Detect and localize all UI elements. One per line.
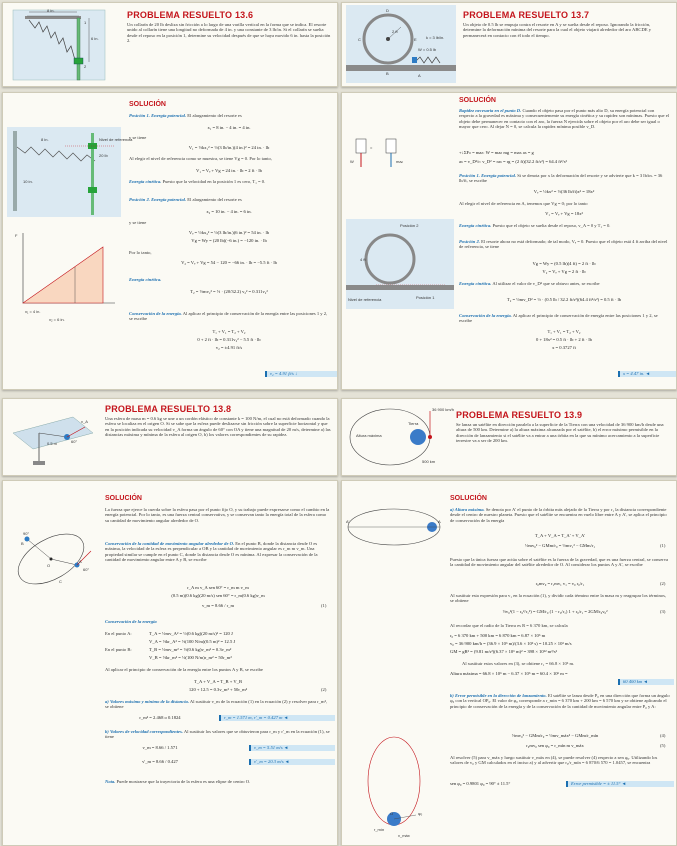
problem-13-8-statement: Una esfera de masa m = 0.6 kg se une a un cordón elástico de constante k = 100 N/m, el cual no está deformado cuando la esfera se localiza en el origen O. Si se sabe que la esfera puede deslizarse sin fricción sobre la superficie horizontal y que en la posición indicada su velocidad v_A forma un ángulo de 60° con OA y tiene una magnitud de 20 m/s, determine a) las distancias máxima y mínima de la esfera al origen O, b) los valores correspondientes de su rapidez. xyxy=(105,416,331,438)
solution-13-8-panel xyxy=(2,480,338,846)
fig-13-6-pos2: 2 xyxy=(84,64,87,69)
s136-t3: Al elegir el nivel de referencia como se muestra, se tiene Vg = 0. Por lo tanto, xyxy=(129,156,272,161)
s137-pos2: Posición 2. xyxy=(459,239,480,244)
s138-ce: Conservación de la energía xyxy=(105,619,157,624)
fig-13-7-pos2: Posición 2 xyxy=(400,223,419,228)
s137-e4: V₁ = Vₑ + Vg = 18x² xyxy=(545,211,583,216)
problem-13-9-statement: Se lanza un satélite en dirección paralela a la superficie de la Tierra con una velocidad de 36 900 km/h desde una altura de 500 km. Determine a) la altura máxima alcanzada por el satélite, b) el error máximo permisible en la dirección de lanzamiento si el satélite va a entrar a una órbita en la que su mínimo acercamiento a la superficie terrestre va a ser de 200 km. xyxy=(456,422,664,444)
problem-13-7-panel xyxy=(341,2,677,87)
s139-b: b) Error permisible en la dirección de lanzamiento. xyxy=(450,693,547,698)
problem-13-9-title: PROBLEMA RESUELTO 13.9 xyxy=(456,410,583,420)
problem-13-7-figure xyxy=(346,5,456,83)
s139-t3: Al sustituir esta expresión para v₁ en la ecuación (1), y dividir cada término entre la masa m y reagrupar los términos, se obtiene xyxy=(450,593,667,604)
s138-ans1: r_m = 1.571 m, r'_m = 0.427 m ◄ xyxy=(219,715,335,721)
solution-13-9-figure-a xyxy=(344,497,444,557)
fig-13-8-pt-b: B xyxy=(21,541,24,546)
s136-pe2: Energía potencial. xyxy=(151,197,187,202)
s137-e5: Vg = Wy = (0.5 lb)(4 ft) = 2 ft · lb xyxy=(532,261,596,266)
s138-ans2: v_m = 5.51 m/s ◄ xyxy=(249,745,335,751)
s138-t3: Al aplicar el principio de conservación de la energía entre los puntos A y B, se escribe xyxy=(105,667,263,672)
s136-e3: V₁ = Vₑ + Vg = 24 in. · lb = 2 ft · lb xyxy=(196,168,262,173)
s138-ptB: En el punto B: xyxy=(105,647,132,652)
s136-t4: Puesto que la velocidad en la posición 1 es cero, T₁ = 0. xyxy=(162,179,266,184)
s139-e3: r₀mv₀ = r₁mv₁ v₁ = v₀ r₀/r₁ xyxy=(535,581,585,586)
s136-pos1: Posición 1. xyxy=(129,113,150,118)
s138-eB2: V_B = ½kr_m² = ½(100 N/m)r_m² = 50r_m² xyxy=(149,655,232,660)
problem-13-8-panel xyxy=(2,398,338,476)
s138-n2: (2) xyxy=(321,687,327,692)
s136-ce: Conservación de la energía. xyxy=(129,311,182,316)
s138-eA2: V_A = ½kr_A² = ½(100 N/m)(0.5 m)² = 12.5 J xyxy=(149,639,236,644)
s136-pos2: Posición 2. xyxy=(129,197,150,202)
fig-13-8-90: 90° xyxy=(23,531,30,536)
fig-13-7-pt-e: E xyxy=(414,37,417,42)
solution-13-8-figure xyxy=(7,521,103,593)
solution-13-6-panel xyxy=(2,92,338,390)
fig-13-6-pos1: 1 xyxy=(84,20,87,25)
fig-13-8-pt-a: A xyxy=(79,559,82,564)
s136-e9: T₂ = ½mv₂² = ½ · (20/32.2) v₂² = 0.311v₂² xyxy=(190,289,268,294)
fig-13-6-dim-8in: 8 in. xyxy=(47,7,55,13)
problem-13-9-figure xyxy=(346,403,455,471)
problem-13-9-panel xyxy=(341,398,677,476)
problem-13-7-title: PROBLEMA RESUELTO 13.7 xyxy=(463,10,590,20)
fig-13-9-phi: φ₀ xyxy=(418,811,423,816)
s137-t1: Cuando el objeto pasa por el punto más alto D, su energía potencial con respecto a la gravedad es máxima y consecuentemente su energía cinética y su rapidez son mínimas. Puesto que el objeto debe permanecer en contacto con el aro, la fuerza N ejercida sobre el objeto por el aro debe ser igual o mayor que cero. Al dejar N = 0, se calcula la rapidez mínima posible v_D. xyxy=(459,108,670,130)
problem-13-6-figure xyxy=(9,8,109,82)
s136-e10: T₁ + V₁ = T₂ + V₂ xyxy=(212,329,246,334)
s137-e1: +↓ΣFₙ = maₙ: W = maₙ mg = maₙ aₙ = g xyxy=(459,150,534,155)
fig-13-9-v: 36 900 km/h xyxy=(432,407,455,412)
fig-13-7-pt-a: A xyxy=(418,73,421,78)
s136-t5: El alargamiento del resorte es xyxy=(187,197,242,202)
s138-eA1: T_A = ½mv_A² = ½(0.6 kg)(20 m/s)² = 120 J xyxy=(149,631,233,636)
s136-answer: v₂ = 4.91 ft/s ↓ xyxy=(265,371,337,377)
problem-13-8-title: PROBLEMA RESUELTO 13.8 xyxy=(105,404,232,414)
s137-t5: El resorte ahora no está deformado; de tal modo, Vₑ = 0. Puesto que el objeto está 4 ft arriba del nivel de referencia, se tiene xyxy=(459,239,668,250)
s138-e6: r_m² = 2.468 o 0.1824 xyxy=(139,715,181,720)
s138-e3: v_m = 8.66 / r_m xyxy=(201,603,235,608)
fig-13-8-pt-o: O xyxy=(47,563,51,568)
s139-e7: GM = gR² = (9.81 m/s²)(6.37 × 10⁶ m)² = 398 × 10¹² m³/s² xyxy=(450,649,558,654)
s137-pe: Energía potencial. xyxy=(481,173,517,178)
s136-e1: x₁ = 8 in. − 4 in. = 4 in. xyxy=(207,125,251,130)
solution-13-9-panel xyxy=(341,480,677,846)
s138-e2: (0.5 m)(0.6 kg)(20 m/s) sen 60° = r_m(0.6 kg)v_m xyxy=(171,593,265,598)
s139-t4: Al recordar que el radio de la Tierra es R = 6 370 km, se calcula xyxy=(450,623,568,628)
s138-am: Conservación de la cantidad de movimiento angular alrededor de O. xyxy=(105,541,235,546)
s136-t7: Al aplicar el principio de conservación de la energía entre las posiciones 1 y 2, se escribe xyxy=(129,311,328,322)
fig-13-8-v: v_A xyxy=(81,419,88,424)
problem-13-6-title: PROBLEMA RESUELTO 13.6 xyxy=(127,10,254,20)
s137-speed: Rapidez necesaria en el punto D. xyxy=(459,108,522,113)
s138-eB1: T_B = ½mv_m² = ½(0.6 kg)v_m² = 0.3v_m² xyxy=(149,647,232,652)
fig-13-7-pos1: Posición 1 xyxy=(416,295,435,300)
s138-t1: La fuerza que ejerce la cuerda sobre la esfera pasa por el punto fijo O, y su trabajo puede expresarse como el cambio en la energía potencial. Por lo tanto, es una fuerza central conservativa, y se conservan tanto la energía total de la esfera como su cantidad de movimiento angular alrededor de O. xyxy=(105,507,330,523)
fig-13-7-h: 4 ft xyxy=(360,257,366,262)
fig-13-9-earth: Tierra xyxy=(408,421,419,426)
s139-n3: (3) xyxy=(660,609,666,614)
s138-e4: T_A + V_A = T_B + V_B xyxy=(193,679,243,684)
s139-t7: Al resolver (5) para v_máx y luego sustituir v_máx en (4), se puede resolver (4) respecto a sen φ₀. Utilizando los valores de v₀ y GM calculados en el inciso a) y al advertir que r₀/r_mín = 6 870/6 570 = 1.0457, se encuentra xyxy=(450,755,658,766)
s139-e11: sen φ₀ = 0.9801 φ₀ = 90° ± 11.5° xyxy=(450,781,511,786)
fig-13-6-l1: 8 in. xyxy=(41,137,49,142)
s139-n4: (4) xyxy=(660,733,666,738)
s138-ptA: En el punto A: xyxy=(105,631,132,636)
solution-13-9-figure-b xyxy=(344,731,444,841)
s138-t2: En el punto B, donde la distancia desde O es máxima, la velocidad de la esfera es perpendicular a OB y la cantidad de movimiento angular es r_m m v_m. Una propiedad similar se cumple en el punto C, donde la distancia desde O es mínima. Al expresar la conservación de la cantidad de movimiento angular entre A y B, se escribe xyxy=(105,541,318,563)
fig-13-6-x2: x₂ = 6 in. xyxy=(49,317,65,322)
fig-13-6-f: F xyxy=(15,233,18,238)
svg-text:=: = xyxy=(370,145,373,150)
s137-t4: Puesto que el objeto se suelta desde el reposo, v_A = 0 y T₁ = 0. xyxy=(492,223,611,228)
fig-13-6-w1: 20 lb xyxy=(99,153,108,158)
s139-a: a) Altura máxima. xyxy=(450,507,485,512)
fig-13-6-l2: 10 in. xyxy=(23,179,33,184)
s139-t1: Se denota por A' el punto de la órbita más alejado de la Tierra y por r₁ la distancia correspondiente desde el centro de nuestro planeta. Puesto que el satélite se encuentra en vuelo libre entre A y A', se aplica el principio de conservación de la energía xyxy=(450,507,667,523)
problem-13-7-statement: Un objeto de 0.5 lb se empuja contra el resorte en A y se suelta desde el reposo. Ignorando la fricción, determine la deformación mínima del resorte para la cual el objeto viajará alrededor del aro ABCDE y permanecerá en contacto con él todo el tiempo. xyxy=(463,22,652,38)
s139-e4: ½v₀²(1 − r₀²/r₁²) = GM/r₀ (1 − r₀/r₁) 1 + r₀/r₁ = 2GM/r₀v₀² xyxy=(502,609,608,614)
fig-13-9-pt-o: O xyxy=(390,811,394,816)
fig-13-9-pt-a2: A' xyxy=(346,519,350,524)
s139-n5: (5) xyxy=(660,743,666,748)
solution-13-7-figure xyxy=(346,119,454,319)
s138-e8: v'_m = 8.66 / 0.427 xyxy=(142,759,178,764)
s137-e2: aₙ = v_D²/r: v_D² = raₙ = rg = (2 ft)(32.2 ft/s²) = 64.4 ft²/s² xyxy=(459,159,567,164)
s136-e12: v₂ = ±4.91 ft/s xyxy=(215,345,243,350)
s139-e2: ½mv₀² − GMm/r₀ = ½mv₁² − GMm/r₁ xyxy=(524,543,596,548)
s138-a: a) Valores máximo y mínimo de la distancia. xyxy=(105,699,189,704)
s138-ans3: v'_m = 20.3 m/s ◄ xyxy=(249,759,335,765)
s137-e10: x = 0.3727 ft xyxy=(552,345,576,350)
s137-t3: Al elegir el nivel de referencia en A, tenemos que Vg = 0; por lo tanto xyxy=(459,201,588,206)
s137-t2: Si se denota por x la deformación del resorte y se advierte que k = 3 lb/in. = 36 lb/ft, se escribe xyxy=(459,173,663,184)
solution-13-8-head: SOLUCIÓN xyxy=(105,495,142,502)
fig-13-7-pt-d: D xyxy=(386,8,389,13)
s136-t1: El alargamiento del resorte es xyxy=(187,113,242,118)
s138-e5: 120 + 12.5 = 0.3v_m² + 50r_m² xyxy=(188,687,248,692)
problem-13-8-figure xyxy=(9,403,97,471)
s139-t5: Al sustituir estos valores en (3), se obtiene r₁ = 66.8 × 10⁶ m. xyxy=(462,661,575,666)
s136-t2b: y se tiene xyxy=(129,220,147,225)
fig-13-7-pt-c: C xyxy=(358,37,361,42)
fig-13-7-k: k = 3 lb/in. xyxy=(426,35,445,40)
s137-e3: Vₑ = ½kx² = ½(36 lb/ft)x² = 18x² xyxy=(533,189,595,194)
s139-t6: El satélite se lanza desde P₀ en una dirección que forma un ángulo φ₀ con la vertical OP₀. El valor de φ₀ corresponde a r_min = 6 370 km + 200 km = 6 570 km y se obtiene aplicando el principio de conservación de la energía y de la conservación de la cantidad de movimiento angular entre P₀ y A: xyxy=(450,693,670,709)
fig-13-8-d: 0.5 m xyxy=(47,441,58,446)
s136-t6: Por lo tanto, xyxy=(129,250,152,255)
fig-13-7-radius: 2 ft xyxy=(392,29,398,34)
solution-13-9-head: SOLUCIÓN xyxy=(450,495,487,502)
fig-13-7-pt-b: B xyxy=(386,71,389,76)
fig-13-8-60: 60° xyxy=(83,567,90,572)
s137-ce: Conservación de la energía. xyxy=(459,313,512,318)
s136-e6: Vₑ = ½kx₂² = ½(3 lb/in.)(6 in.)² = 54 in. · lb xyxy=(188,230,270,235)
fig-13-8-pt-c: C xyxy=(59,579,62,584)
solution-13-6-head: SOLUCIÓN xyxy=(129,101,166,108)
s138-b: b) Valores de velocidad correspondientes. xyxy=(105,729,183,734)
s138-e7: v_m = 8.66 / 1.571 xyxy=(142,745,178,750)
s136-e5: x₂ = 10 in. − 4 in. = 6 in. xyxy=(206,209,252,214)
s139-e5: r₀ = 6 370 km + 500 km = 6 870 km = 6.87 × 10⁶ m xyxy=(450,633,546,638)
s136-e2: V₁ = ½kx₁² = ½(3 lb/in.)(4 in.)² = 24 in. · lb xyxy=(188,145,270,150)
s136-ke2: Energía cinética. xyxy=(129,277,162,282)
fig-13-7-w: W = 0.5 lb xyxy=(418,47,437,52)
s137-ke2: Energía cinética. xyxy=(459,281,492,286)
fig-13-6-dim-6in: 6 in. xyxy=(91,36,99,41)
s139-e9: ½mv₀² − GMm/r₀ = ½mv_máx² − GMm/r_mín xyxy=(511,733,599,738)
s137-pos1: Posición 1. xyxy=(459,173,480,178)
s138-t5: Al sustituir los valores que se obtuvieron para r_m y r'_m en la ecuación (1), se tiene xyxy=(105,729,330,740)
fig-13-7-ref: Nivel de referencia xyxy=(348,297,382,302)
fig-13-9-pt-a: A xyxy=(438,519,441,524)
s139-n2: (2) xyxy=(660,581,666,586)
solution-13-7-head: SOLUCIÓN xyxy=(459,97,496,104)
problem-13-6-statement: Un collarín de 20 lb desliza sin fricción a lo largo de una varilla vertical en la forma que se indica. El resorte unido al collarín tiene una longitud no deformada de 4 in. y una constante de 3 lb/in. Si el collarín se suelta desde el reposo en la posición 1, determine su velocidad después de que se haya movido 6 in. hasta la posición 2. xyxy=(127,22,331,44)
s139-e8: Altura máxima = 66.8 × 10⁶ m − 6.37 × 10⁶ m = 60.4 × 10⁶ m = xyxy=(450,671,568,676)
s139-e6: v₀ = 36 900 km/h = (36.9 × 10⁶ m)/(3.6 × 10³ s) = 10.25 × 10³ m/s xyxy=(450,641,572,646)
fig-13-7-w2: W xyxy=(350,159,354,164)
s137-ke: Energía cinética. xyxy=(459,223,492,228)
s136-t2: y se tiene xyxy=(129,135,147,140)
s138-e1: r_A m v_A sen 60° = r_m m v_m xyxy=(187,585,249,590)
s136-e8: V₂ = Vₑ + Vg = 54 − 120 = −66 in. · lb = −5.5 ft · lb xyxy=(181,260,277,265)
fig-13-7-man: maₙ xyxy=(396,159,404,164)
s136-ke: Energía cinética. xyxy=(129,179,162,184)
s136-pe: Energía potencial. xyxy=(151,113,187,118)
solution-13-7-panel xyxy=(341,92,677,390)
fig-13-9-vmax: v_máx xyxy=(398,833,410,838)
fig-13-9-h: 500 km xyxy=(422,459,436,464)
fig-13-9-alt: Altura máxima xyxy=(356,433,382,438)
s137-e6: V₂ = Vₑ + Vg = 2 ft · lb xyxy=(542,269,586,274)
s137-t7: Al aplicar el principio de conservación de energía entre las posiciones 1 y 2, se escribe xyxy=(459,313,658,324)
s139-t2: Puesto que la única fuerza que actúa sobre el satélite es la fuerza de la gravedad, que es una fuerza central, se conserva la cantidad de movimiento angular del satélite alrededor de O. Al considerar los puntos A y A', se escribe xyxy=(450,557,669,568)
s139-ans2: Error permisible = ± 11.5° ◄ xyxy=(566,781,674,787)
fig-13-9-rmin: r_mín xyxy=(374,827,385,832)
s137-e9: 0 + 18x² = 0.5 ft · lb + 2 ft · lb xyxy=(536,337,592,342)
s138-n1: (1) xyxy=(321,603,327,608)
s138-t6: Puede mostrarse que la trayectoria de la esfera es una elipse de centro O. xyxy=(116,779,251,784)
s136-e11: 0 + 2 ft · lb = 0.311v₂² − 5.5 ft · lb xyxy=(197,337,261,342)
s137-e8: T₁ + V₁ = T₂ + V₂ xyxy=(547,329,581,334)
s136-e7: Vg = Wy = (20 lb)(−6 in.) = −120 in. · lb xyxy=(191,238,267,243)
fig-13-6-ref: Nivel de referencia xyxy=(99,137,133,142)
problem-13-6-panel xyxy=(2,2,338,87)
s138-t4: Al sustituir v_m de la ecuación (1) en la ecuación (2) y resolver para r_m², se obtiene xyxy=(105,699,328,710)
s138-note: Nota. xyxy=(105,779,116,784)
s139-e1: T_A + V_A = T_A' + V_A' xyxy=(534,533,586,538)
s137-e7: T₂ = ½mv_D² = ½ · (0.5 lb / 32.2 ft/s²)(64.4 ft²/s²) = 0.5 ft · lb xyxy=(506,297,622,302)
s139-ans1: 60 400 km ◄ xyxy=(618,679,674,685)
s139-e10: r₀mv₀ sen φ₀ = r_mín m v_máx xyxy=(526,743,584,748)
s139-n1: (1) xyxy=(660,543,666,548)
fig-13-6-x1: x₁ = 4 in. xyxy=(25,309,41,314)
solution-13-6-figure xyxy=(5,127,133,327)
s137-answer: x = 4.47 in. ◄ xyxy=(618,371,676,377)
s137-t6: Al utilizar el valor de v_D² que se obtuvo antes, se escribe xyxy=(492,281,600,286)
fig-13-8-a: 60° xyxy=(71,439,78,444)
